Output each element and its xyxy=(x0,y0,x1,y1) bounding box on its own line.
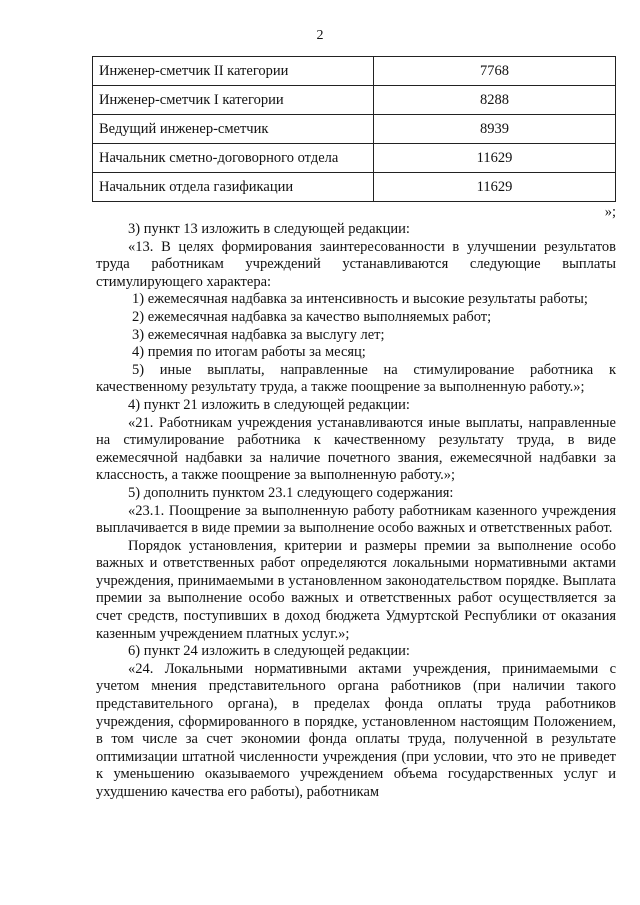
amendment-heading-24: 6) пункт 24 изложить в следующей редакции: xyxy=(128,643,410,660)
clause-13-item-4: 4) премия по итогам работы за месяц; xyxy=(132,344,366,361)
salary-table xyxy=(92,56,616,202)
table-row xyxy=(93,115,616,144)
clause-23-1-text: «23.1. Поощрение за выполненную работу работникам казенного учреждения выплачивается в виде премии за выполнение особо важных и ответственных работ. xyxy=(96,502,616,537)
position-cell: Ведущий инженер-сметчик xyxy=(93,115,374,144)
position-cell: Инженер-сметчик I категории xyxy=(93,86,374,115)
salary-value-cell: 11629 xyxy=(374,144,616,173)
table-row xyxy=(93,144,616,173)
position-cell: Начальник сметно-договорного отдела xyxy=(93,144,374,173)
clause-13-item-2: 2) ежемесячная надбавка за качество выполняемых работ; xyxy=(132,308,492,325)
amendment-heading-23-1: 5) дополнить пунктом 23.1 следующего содержания: xyxy=(128,484,454,501)
salary-value-cell: 7768 xyxy=(374,57,616,86)
amendment-heading-13: 3) пункт 13 изложить в следующей редакции: xyxy=(128,221,410,237)
table-row xyxy=(93,86,616,115)
salary-value-cell: 8939 xyxy=(374,115,616,144)
clause-13-item-5: 5) иные выплаты, направленные на стимулирование работника к качественному результату труда, а также поощрение за выполненную работу.»; xyxy=(96,361,616,396)
clause-24-text: «24. Локальными нормативными актами учреждения, принимаемыми с учетом мнения представительного органа работников (при наличии такого представительного органа), в пределах фонда оплаты труда работников учреждения, сформированного в порядке, установленном настоящим Положением, в том числе за счет экономии фонда оплаты труда, полученной в результате оптимизации штатной численности учреждения (при условии, что это не приведет к уменьшению оказываемого учреждением объема государственных услуг и ухудшению качества его работы), работникам xyxy=(96,660,616,800)
clause-13-intro: «13. В целях формирования заинтересованности в улучшении результатов труда работникам учреждений устанавливаются следующие выплаты стимулирующего характера: xyxy=(96,238,616,290)
salary-value-cell: 11629 xyxy=(374,173,616,202)
page-number: 2 xyxy=(316,28,324,43)
position-cell: Начальник отдела газификации xyxy=(93,173,374,202)
amendment-heading-21: 4) пункт 21 изложить в следующей редакции: xyxy=(128,396,410,413)
salary-value-cell: 8288 xyxy=(374,86,616,115)
clause-13-item-1: 1) ежемесячная надбавка за интенсивность и высокие результаты работы; xyxy=(132,291,588,308)
table-closing-mark: »; xyxy=(604,204,616,220)
clause-21-text: «21. Работникам учреждения устанавливаются иные выплаты, направленные на стимулирование работника к качественному результату труда, в виде ежемесячной надбавки за наличие почетного звания, ежемесячной надбавки за классность, а также поощрение за выполненную работу.»; xyxy=(96,414,616,484)
clause-23-1-procedure: Порядок установления, критерии и размеры премии за выполнение особо важных и ответственных работ определяются локальными нормативными актами учреждения, принимаемыми в установленном законодательством порядке. Выплата премии за выполнение особо важных и ответственных работ осуществляется за счет средств, поступивших в доход бюджета Удмуртской Республики от оказания казенным учреждением платных услуг.»; xyxy=(96,537,616,642)
table-row xyxy=(93,57,616,86)
table-row xyxy=(93,173,616,202)
document-body xyxy=(96,221,616,802)
position-cell: Инженер-сметчик II категории xyxy=(93,57,374,86)
clause-13-item-3: 3) ежемесячная надбавка за выслугу лет; xyxy=(132,326,385,343)
